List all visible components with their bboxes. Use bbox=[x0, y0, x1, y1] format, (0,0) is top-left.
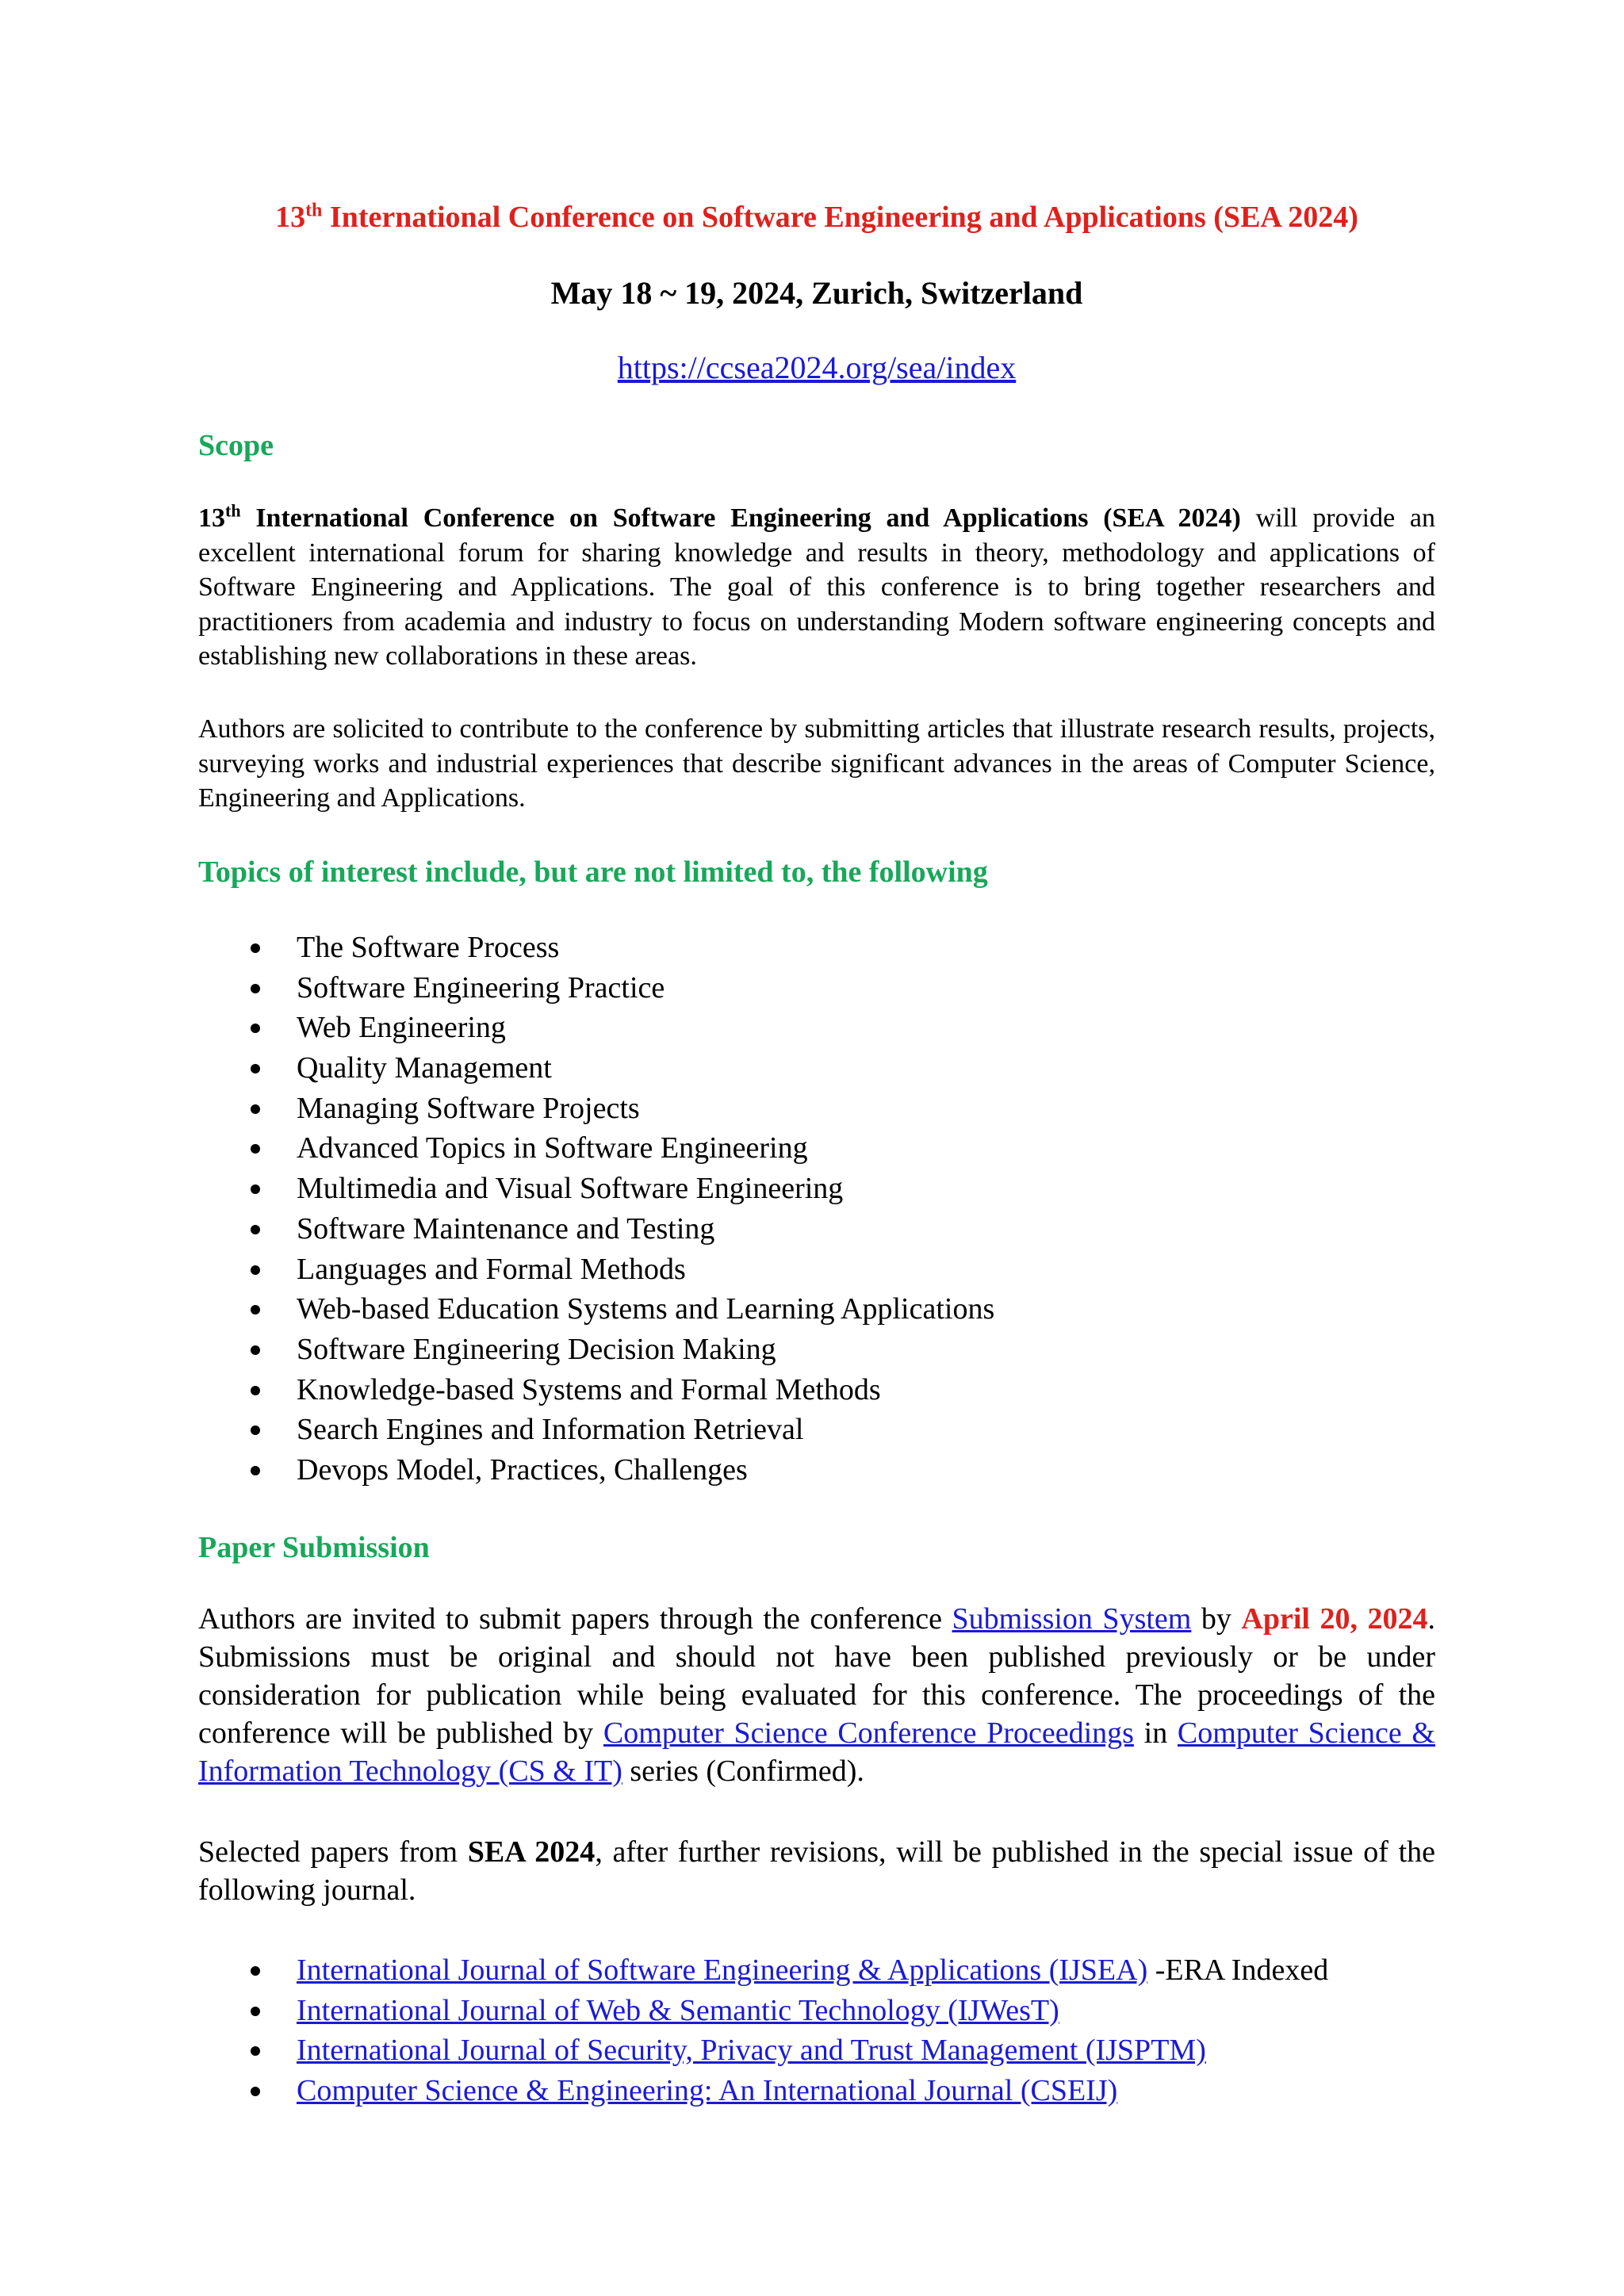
topics-list bbox=[198, 928, 994, 1490]
bullet-icon bbox=[251, 1425, 260, 1435]
topic-item bbox=[198, 1410, 994, 1450]
sea-2024-bold: SEA 2024 bbox=[467, 1835, 596, 1869]
topic-item bbox=[198, 1450, 994, 1490]
journal-link[interactable]: Computer Science & Engineering: An International Journal (CSEIJ) bbox=[297, 2074, 1118, 2108]
bullet-icon bbox=[251, 1305, 260, 1314]
bullet-icon bbox=[251, 2046, 260, 2056]
topic-item bbox=[198, 1048, 994, 1089]
topic-label: Software Engineering Practice bbox=[297, 970, 665, 1004]
topic-label: Web-based Education Systems and Learning Applications bbox=[297, 1292, 995, 1326]
topic-item bbox=[198, 1008, 994, 1048]
csit-link[interactable]: Computer Science & Information Technology (CS & IT) bbox=[198, 1716, 1435, 1788]
conference-dates: May 18 ~ 19, 2024, Zurich, Switzerland bbox=[550, 275, 1083, 311]
topic-label: Software Maintenance and Testing bbox=[297, 1211, 715, 1246]
journal-link[interactable]: International Journal of Software Engineering & Applications (IJSEA) bbox=[297, 1954, 1148, 1987]
journal-item bbox=[198, 1950, 1328, 1991]
bullet-icon bbox=[251, 1265, 260, 1275]
topic-item bbox=[198, 1089, 994, 1129]
journal-item bbox=[198, 1991, 1328, 2031]
title-text: International Conference on Software Engineering and Applications (SEA 2024) bbox=[322, 201, 1358, 234]
conference-url-line bbox=[198, 346, 1435, 390]
title-superscript: th bbox=[305, 200, 323, 221]
topic-item bbox=[198, 1128, 994, 1169]
conference-title bbox=[198, 195, 1435, 239]
topic-label: Languages and Formal Methods bbox=[297, 1252, 686, 1286]
topic-label: Software Engineering Decision Making bbox=[297, 1332, 776, 1366]
topic-label: Multimedia and Visual Software Engineering bbox=[297, 1172, 844, 1206]
topic-label: Managing Software Projects bbox=[297, 1091, 640, 1125]
bullet-icon bbox=[251, 1966, 260, 1976]
bullet-icon bbox=[251, 1345, 260, 1355]
conference-url-link[interactable]: https://ccsea2024.org/sea/index bbox=[617, 350, 1017, 385]
submission-deadline: April 20, 2024 bbox=[1241, 1602, 1428, 1636]
topic-item bbox=[198, 1249, 994, 1290]
topic-label: Quality Management bbox=[297, 1051, 552, 1085]
topic-item bbox=[198, 1289, 994, 1330]
topic-item bbox=[198, 968, 994, 1008]
submission-paragraph-2: Selected papers from SEA 2024, after further revisions, will be published in the special issue of the following journal. bbox=[198, 1835, 1435, 1907]
bullet-icon bbox=[251, 1144, 260, 1154]
topics-heading: Topics of interest include, but are not limited to, the following bbox=[198, 855, 988, 889]
title-number: 13 bbox=[275, 201, 306, 234]
scope-heading: Scope bbox=[198, 429, 274, 462]
paper-submission-heading: Paper Submission bbox=[198, 1531, 430, 1564]
journal-item bbox=[198, 2071, 1328, 2111]
journal-link[interactable]: International Journal of Web & Semantic Technology (IJWesT) bbox=[297, 1993, 1059, 2027]
topic-item bbox=[198, 1169, 994, 1209]
topic-label: Knowledge-based Systems and Formal Methods bbox=[297, 1372, 881, 1406]
bullet-icon bbox=[251, 1104, 260, 1114]
topic-item bbox=[198, 1330, 994, 1370]
scope-description: will provide an excellent international forum for sharing knowledge and results in theory, methodology and applications of Software Engineering and Applications. The goal of this conference is to bring together researchers and practitioners from academia and industry to focus on understanding Modern software engineering concepts and establishing new collaborations in these areas. bbox=[198, 503, 1436, 671]
bullet-icon bbox=[251, 943, 260, 953]
topic-item bbox=[198, 928, 994, 968]
bullet-icon bbox=[251, 1064, 260, 1073]
scope-paragraph-2: Authors are solicited to contribute to the conference by submitting articles that illustrate research results, projects, surveying works and industrial experiences that describe significant advances in the areas of Computer Science, Engineering and Applications. bbox=[198, 714, 1435, 813]
submission-system-link[interactable]: Submission System bbox=[952, 1602, 1192, 1636]
bullet-icon bbox=[251, 1386, 260, 1395]
journals-list bbox=[198, 1950, 1328, 2111]
topic-label: Search Engines and Information Retrieval bbox=[297, 1413, 804, 1447]
topic-item bbox=[198, 1209, 994, 1249]
bullet-icon bbox=[251, 984, 260, 993]
topic-label: Web Engineering bbox=[297, 1011, 506, 1045]
topic-label: Advanced Topics in Software Engineering bbox=[297, 1131, 808, 1165]
scope-paragraph-1 bbox=[198, 501, 1435, 674]
bullet-icon bbox=[251, 1225, 260, 1234]
bullet-icon bbox=[251, 1184, 260, 1194]
bullet-icon bbox=[251, 1466, 260, 1475]
journal-index-note: -ERA Indexed bbox=[1147, 1954, 1329, 1987]
bullet-icon bbox=[251, 2087, 260, 2096]
scope-conf-name: 13th International Conference on Software Engineering and Applications (SEA 2024) bbox=[198, 500, 1241, 533]
journal-item bbox=[198, 2030, 1328, 2071]
bullet-icon bbox=[251, 2007, 260, 2016]
cscp-link[interactable]: Computer Science Conference Proceedings bbox=[603, 1716, 1134, 1750]
topic-label: The Software Process bbox=[297, 931, 560, 964]
topic-label: Devops Model, Practices, Challenges bbox=[297, 1452, 748, 1487]
bullet-icon bbox=[251, 1024, 260, 1033]
submission-paragraph-1: Authors are invited to submit papers through the conference Submission System by April 20, 2024. Submissions must be original and should not have been published previously or be under consideration for publication while being evaluated for this conference. The proceedings of the conference will be published by Computer Science Conference Proceedings in Computer Science & Information Technology (CS & IT) series (Confirmed). bbox=[198, 1602, 1435, 1788]
topic-item bbox=[198, 1370, 994, 1410]
journal-link[interactable]: International Journal of Security, Privacy and Trust Management (IJSPTM) bbox=[297, 2034, 1206, 2068]
